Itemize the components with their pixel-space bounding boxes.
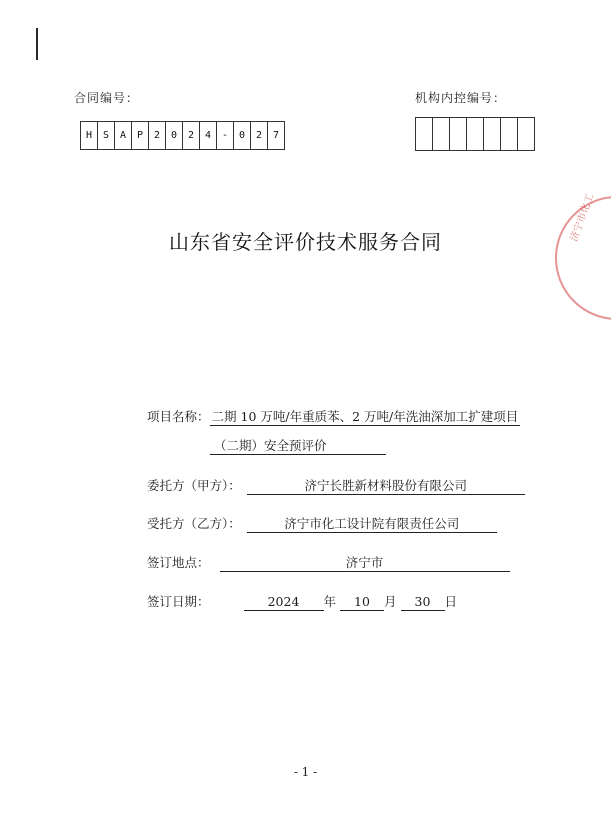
internal-code-box (416, 118, 433, 150)
internal-code-boxes (415, 117, 535, 151)
page-number: - 1 - (293, 765, 318, 779)
date-day: 30 (401, 593, 445, 611)
date-year-unit: 年 (323, 594, 337, 609)
signing-place-row (147, 553, 510, 572)
client-row (147, 476, 525, 495)
contract-code-boxes (80, 121, 285, 150)
internal-code-box (450, 118, 467, 150)
date-day-unit: 日 (444, 594, 458, 609)
internal-code-box (501, 118, 518, 150)
project-name-label: 项目名称： (147, 409, 210, 424)
date-month-unit: 月 (384, 594, 397, 609)
contractor-value: 济宁市化工设计院有限责任公司 (247, 515, 497, 533)
internal-code-box (518, 118, 535, 150)
scan-mark (36, 28, 38, 60)
contractor-label: 受托方（乙方）： (147, 516, 241, 531)
contract-code-char: 0 (166, 122, 183, 149)
contract-code-char: 2 (251, 122, 268, 149)
signing-date-row (147, 592, 457, 611)
contract-code-char: 2 (149, 122, 166, 149)
contractor-row (147, 514, 497, 533)
signing-place-label: 签订地点： (147, 555, 210, 570)
project-name-row-2 (210, 437, 386, 455)
contract-number-label: 合同编号： (74, 91, 140, 105)
contract-code-char: H (81, 122, 98, 149)
contract-code-char: A (115, 122, 132, 149)
project-name-row (147, 407, 520, 426)
signing-date-label: 签订日期： (147, 594, 210, 609)
client-label: 委托方（甲方）： (147, 478, 241, 493)
internal-code-box (433, 118, 450, 150)
internal-number-label: 机构内控编号： (415, 91, 507, 105)
document-title: 山东省安全评价技术服务合同 (169, 230, 442, 254)
contract-code-char: 2 (183, 122, 200, 149)
project-name-line2: （二期）安全预评价 (210, 437, 386, 455)
contract-code-char: 7 (268, 122, 285, 149)
signing-place-value: 济宁市 (220, 554, 510, 572)
project-name-line1: 二期 10 万吨/年重质苯、2 万吨/年洗油深加工扩建项目 (211, 409, 519, 424)
contract-code-char: P (132, 122, 149, 149)
contract-code-char: 0 (234, 122, 251, 149)
date-month: 10 (340, 593, 384, 611)
contract-code-char: 4 (200, 122, 217, 149)
internal-code-box (484, 118, 501, 150)
stamp-text: 济宁市化工 (568, 192, 597, 244)
contract-code-char: S (98, 122, 115, 149)
contract-code-char: - (217, 122, 234, 149)
date-year: 2024 (244, 593, 324, 611)
client-value: 济宁长胜新材料股份有限公司 (247, 477, 525, 495)
internal-code-box (467, 118, 484, 150)
